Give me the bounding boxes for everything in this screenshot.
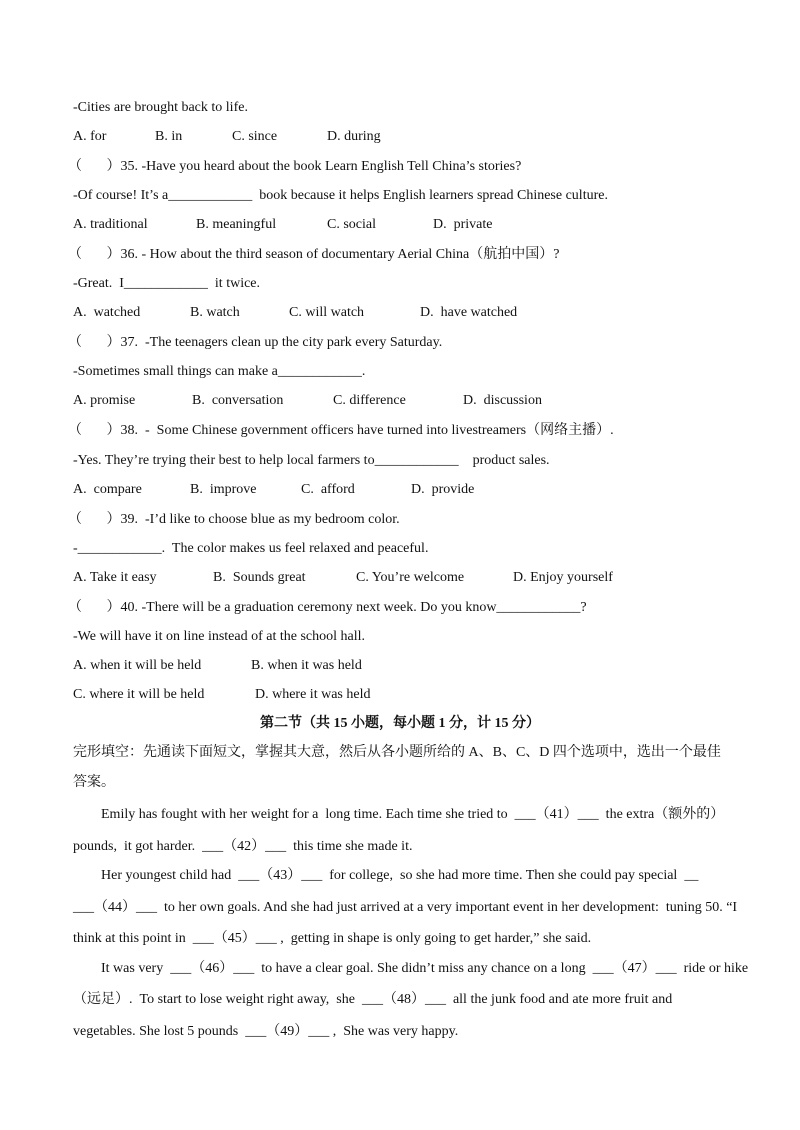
option-a: A. compare bbox=[73, 482, 142, 497]
passage-line: vegetables. She lost 5 pounds ___（49）___ , She was very happy. bbox=[73, 1024, 459, 1039]
option-d: D. Enjoy yourself bbox=[513, 570, 613, 585]
option-d: D. during bbox=[327, 129, 381, 144]
passage-line: Her youngest child had ___（43）___ for college, so she had more time. Then she could pay special __ bbox=[101, 868, 699, 883]
option-b: B. in bbox=[155, 129, 183, 144]
q36-prompt: （ ）36. - How about the third season of documentary Aerial China（航拍中国）? bbox=[68, 247, 560, 262]
option-b: B. Sounds great bbox=[213, 570, 306, 585]
q39-reply: -____________. The color makes us feel relaxed and peaceful. bbox=[73, 541, 429, 556]
option-c: C. where it will be held bbox=[73, 687, 205, 702]
option-c: C. since bbox=[232, 129, 278, 144]
option-b: B. conversation bbox=[192, 393, 284, 408]
q36-reply: -Great. I____________ it twice. bbox=[73, 276, 261, 291]
q40-reply: -We will have it on line instead of at the school hall. bbox=[73, 629, 366, 644]
instruction-line-1: 完形填空：先通读下面短文，掌握其大意，然后从各小题所给的 A、B、C、D 四个选项中，选出一个最佳 bbox=[73, 745, 721, 760]
option-d: D. provide bbox=[411, 482, 475, 497]
q34-reply: -Cities are brought back to life. bbox=[73, 100, 248, 115]
option-c: C. social bbox=[327, 217, 376, 232]
option-d: D. have watched bbox=[420, 305, 518, 320]
passage-line: ___（44）___ to her own goals. And she had just arrived at a very important event in her development: tuning 50. “I bbox=[73, 900, 738, 915]
q39-prompt: （ ）39. -I’d like to choose blue as my bedroom color. bbox=[68, 512, 400, 527]
section-heading: 第二节（共 15 小题，每小题 1 分，计 15 分） bbox=[260, 716, 540, 731]
option-d: D. private bbox=[433, 217, 493, 232]
option-c: C. You’re welcome bbox=[356, 570, 465, 585]
q35-reply: -Of course! It’s a____________ book because it helps English learners spread Chinese culture. bbox=[73, 188, 608, 203]
q40-prompt: （ ）40. -There will be a graduation ceremony next week. Do you know____________? bbox=[68, 600, 587, 615]
q37-reply: -Sometimes small things can make a____________. bbox=[73, 364, 366, 379]
option-a: A. promise bbox=[73, 393, 136, 408]
option-b: B. watch bbox=[190, 305, 240, 320]
option-c: C. afford bbox=[301, 482, 355, 497]
option-b: B. improve bbox=[190, 482, 257, 497]
passage-line: Emily has fought with her weight for a long time. Each time she tried to ___（41）___ the extra（额外的） bbox=[101, 807, 725, 822]
q38-prompt: （ ）38. - Some Chinese government officers have turned into livestreamers（网络主播）. bbox=[68, 423, 614, 438]
option-a: A. for bbox=[73, 129, 107, 144]
passage-line: think at this point in ___（45）___ , getting in shape is only going to get harder,” she said. bbox=[73, 931, 592, 946]
passage-line: It was very ___（46）___ to have a clear goal. She didn’t miss any chance on a long ___（47）___ ride or hike bbox=[101, 961, 749, 976]
option-b: B. when it was held bbox=[251, 658, 362, 673]
passage-line: （远足）. To start to lose weight right away, she ___（48）___ all the junk food and ate more fruit and bbox=[73, 992, 673, 1007]
option-a: A. watched bbox=[73, 305, 141, 320]
option-c: C. will watch bbox=[289, 305, 365, 320]
option-c: C. difference bbox=[333, 393, 406, 408]
option-d: D. where it was held bbox=[255, 687, 371, 702]
option-a: A. when it will be held bbox=[73, 658, 202, 673]
option-d: D. discussion bbox=[463, 393, 542, 408]
option-b: B. meaningful bbox=[196, 217, 277, 232]
q35-prompt: （ ）35. -Have you heard about the book Learn English Tell China’s stories? bbox=[68, 159, 522, 174]
option-a: A. Take it easy bbox=[73, 570, 157, 585]
instruction-line-2: 答案。 bbox=[73, 775, 115, 790]
passage-line: pounds, it got harder. ___（42）___ this time she made it. bbox=[73, 839, 413, 854]
q37-prompt: （ ）37. -The teenagers clean up the city park every Saturday. bbox=[68, 335, 443, 350]
option-a: A. traditional bbox=[73, 217, 148, 232]
q38-reply: -Yes. They’re trying their best to help local farmers to____________ product sales. bbox=[73, 453, 550, 468]
